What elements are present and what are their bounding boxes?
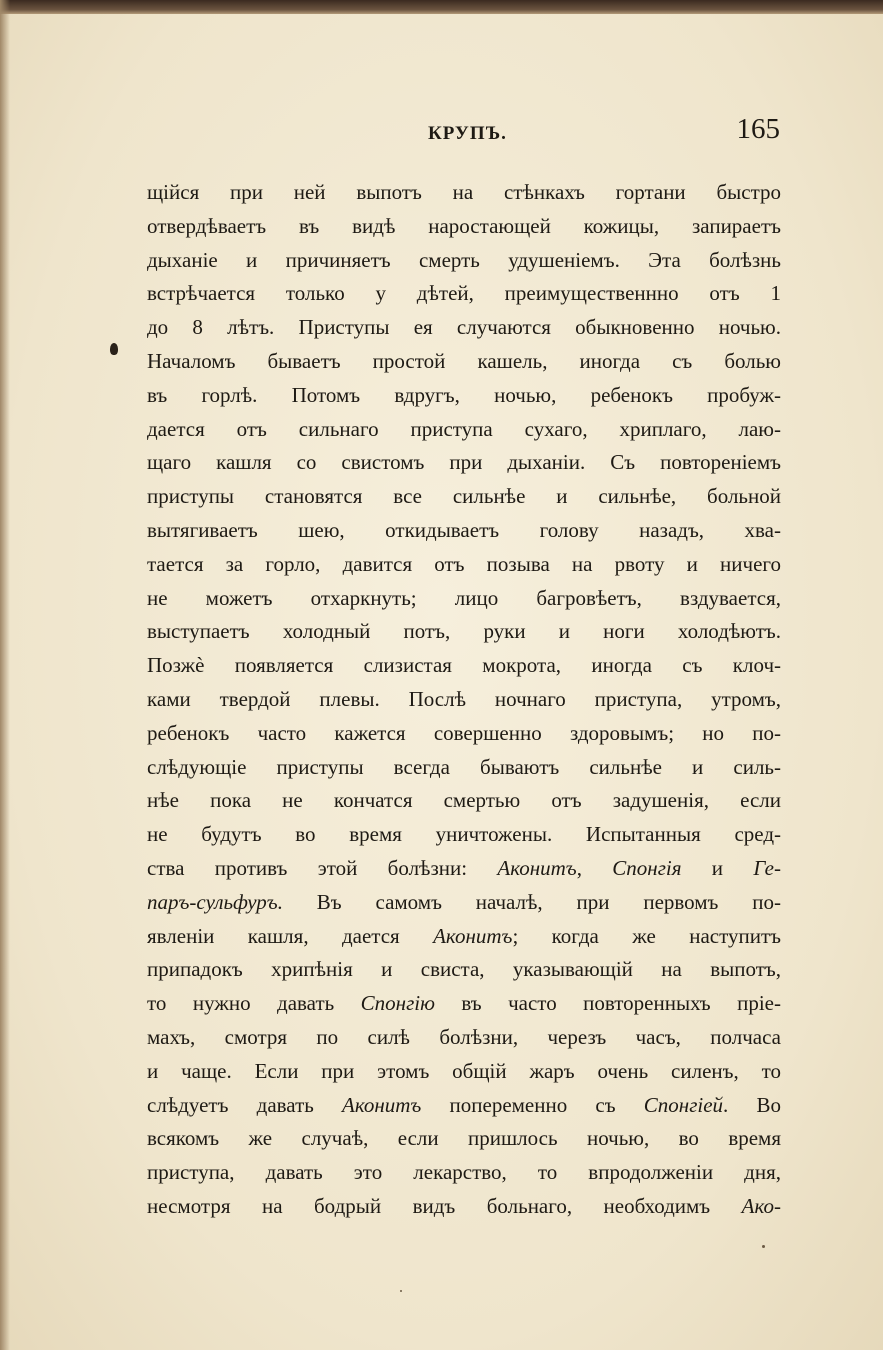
text-run: несмотря на бодрый видъ больнаго, необходимъ [147, 1193, 742, 1218]
italic-remedy-name: Ге- [753, 855, 781, 880]
text-run: то нужно давать [147, 991, 361, 1016]
text-line [147, 751, 781, 785]
text-run: ребенокъ часто кажется совершенно здоровымъ; но по- [147, 720, 781, 745]
text-line [147, 311, 781, 345]
text-run: щійся при ней выпотъ на стѣнкахъ гортани быстро [147, 180, 781, 204]
text-run: въ горлѣ. Потомъ вдругъ, ночью, ребенокъ пробуж- [147, 382, 781, 407]
text-line [147, 480, 781, 514]
text-line [147, 1122, 781, 1156]
text-line [147, 717, 781, 751]
italic-remedy-name: Спонгіей [643, 1092, 724, 1117]
text-run: встрѣчается только у дѣтей, преимущественнно отъ 1 [147, 281, 781, 306]
text-run: припадокъ хрипѣнія и свиста, указывающій на выпотъ, [147, 957, 781, 982]
text-run: и [681, 855, 754, 880]
text-line [147, 683, 781, 717]
text-run: и чаще. Если при этомъ общій жаръ очень силенъ, то [147, 1058, 781, 1083]
italic-remedy-name: Ако- [741, 1193, 781, 1218]
italic-remedy-name: Аконитъ [433, 923, 513, 948]
text-run: Позжѐ появляется слизистая мокрота, иногда съ клоч- [147, 653, 781, 678]
text-line [147, 1055, 781, 1089]
text-run: явленіи кашля, дается [147, 923, 434, 948]
text-line [147, 987, 781, 1021]
text-line [147, 345, 781, 379]
page-number: 165 [736, 113, 780, 145]
text-run: слѣдующіе приступы всегда бываютъ сильнѣе и силь- [147, 754, 781, 779]
text-run: выступаетъ холодный потъ, руки и ноги холодѣютъ. [147, 619, 781, 644]
text-run: вытягиваетъ шею, откидываетъ голову назадъ, хва- [147, 517, 781, 542]
text-run: Въ самомъ началѣ, при первомъ по- [282, 889, 781, 914]
text-run: приступы становятся все сильнѣе и сильнѣе, больной [147, 484, 781, 509]
text-run: приступа, давать это лекарство, то впродолженіи дня, [147, 1160, 781, 1185]
text-line [147, 784, 781, 818]
text-run: нѣе пока не кончатся смертью отъ задушенія, если [147, 788, 781, 813]
text-line [147, 886, 781, 920]
text-run: ства противъ этой болѣзни: [147, 855, 498, 880]
text-line [147, 514, 781, 548]
text-run: , [576, 855, 613, 880]
text-run: тается за горло, давится отъ позыва на рвоту и ничего [147, 551, 781, 576]
text-run: попеременно съ [421, 1092, 644, 1117]
italic-remedy-name: Спонгію [360, 991, 435, 1016]
text-run: до 8 лѣтъ. Приступы ея случаются обыкновенно ночью. [147, 315, 781, 340]
text-line [147, 548, 781, 582]
text-line [147, 649, 781, 683]
page-top-edge [0, 0, 883, 14]
running-head-title: КРУПЪ. [428, 123, 507, 144]
text-line [147, 446, 781, 480]
paper-speck [400, 1290, 402, 1292]
text-line [147, 176, 781, 210]
text-line [147, 1156, 781, 1190]
text-line [147, 277, 781, 311]
text-run: махъ, смотря по силѣ болѣзни, черезъ часъ, полчаса [147, 1024, 781, 1049]
text-run: щаго кашля со свистомъ при дыханіи. Съ повтореніемъ [147, 450, 781, 475]
text-run: отвердѣваетъ въ видѣ наростающей кожицы, запираетъ [147, 213, 781, 238]
text-run: дается отъ сильнаго приступа сухаго, хриплаго, лаю- [147, 416, 781, 441]
text-run: слѣдуетъ давать [147, 1092, 342, 1117]
italic-remedy-name: Спонгія [612, 855, 682, 880]
text-line [147, 582, 781, 616]
text-line [147, 953, 781, 987]
text-run: всякомъ же случаѣ, если пришлось ночью, во время [147, 1126, 781, 1151]
text-run: ками твердой плевы. Послѣ ночнаго приступа, утромъ, [147, 686, 781, 711]
body-text [147, 176, 781, 1224]
text-run: Началомъ бываетъ простой кашель, иногда съ болью [147, 348, 781, 373]
text-run: . Во [723, 1092, 781, 1117]
italic-remedy-name: Аконитъ [497, 855, 577, 880]
text-line [147, 244, 781, 278]
text-line [147, 818, 781, 852]
text-line [147, 852, 781, 886]
text-line [147, 210, 781, 244]
italic-remedy-name: паръ-сульфуръ. [147, 889, 283, 914]
text-line [147, 615, 781, 649]
text-line [147, 1190, 781, 1224]
paper-speck [762, 1245, 765, 1248]
running-head [148, 113, 780, 153]
text-line [147, 1021, 781, 1055]
text-line [147, 413, 781, 447]
text-run: ; когда же наступитъ [512, 923, 781, 948]
text-run: не будутъ во время уничтожены. Испытанныя сред- [147, 822, 781, 847]
text-run: въ часто повторенныхъ пріе- [434, 991, 781, 1016]
margin-ink-mark [110, 343, 118, 355]
text-line [147, 1089, 781, 1123]
text-line [147, 920, 781, 954]
text-run: не можетъ отхаркнуть; лицо багровѣетъ, вздувается, [147, 585, 781, 610]
page-gutter-shadow [0, 0, 10, 1350]
text-run: дыханіе и причиняетъ смерть удушеніемъ. Эта болѣзнь [147, 247, 781, 272]
italic-remedy-name: Аконитъ [342, 1092, 422, 1117]
text-line [147, 379, 781, 413]
